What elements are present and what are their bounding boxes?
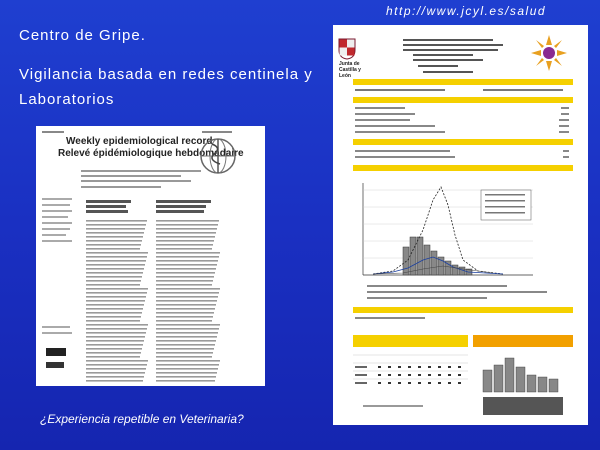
who-document-image — [36, 126, 265, 386]
who-title-en: Weekly epidemiological record — [66, 136, 213, 147]
slide-subtitle: Vigilancia basada en redes centinela y Laboratorios — [19, 66, 313, 108]
slide-caption: ¿Experiencia repetible en Veterinaria? — [40, 412, 244, 426]
epidemic-curve-chart — [363, 183, 547, 299]
influenza-report-image — [333, 25, 588, 425]
slide-title: Centro de Gripe. — [19, 27, 146, 44]
report-body — [333, 25, 588, 425]
who-text-columns — [36, 126, 265, 386]
who-title-fr: Relevé épidémiologique hebdomadaire — [58, 148, 244, 159]
url-text[interactable]: http://www.jcyl.es/salud — [386, 4, 547, 18]
report-logo-text: Junta de Castilla y León — [339, 61, 361, 79]
